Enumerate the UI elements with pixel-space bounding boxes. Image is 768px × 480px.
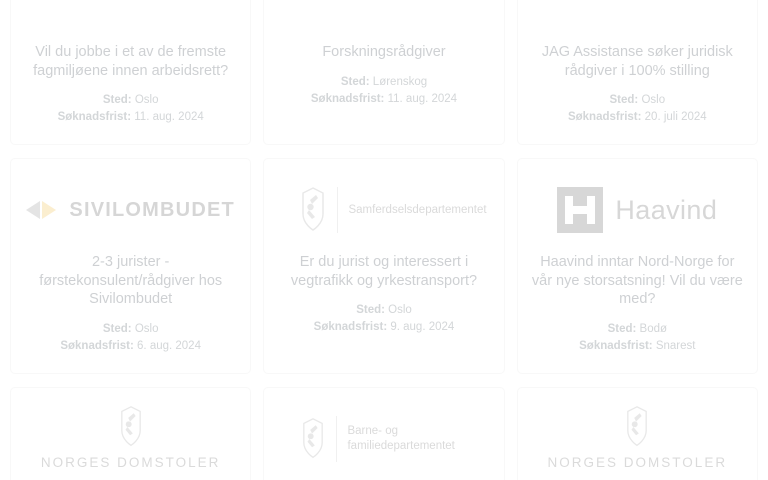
norwegian-lion-crest-icon <box>624 405 650 449</box>
deadline-value: 11. aug. 2024 <box>387 92 458 105</box>
domstoler-wordmark: NORGES DOMSTOLER <box>547 455 728 471</box>
employer-logo <box>532 402 743 476</box>
job-card[interactable] <box>517 0 758 145</box>
job-card[interactable] <box>10 387 251 480</box>
job-card[interactable] <box>10 158 251 374</box>
employer-logo <box>278 173 489 247</box>
job-deadline <box>58 111 204 123</box>
job-place <box>356 304 412 316</box>
place-label: Sted: <box>607 322 637 335</box>
employer-logo <box>532 0 743 37</box>
employer-logo <box>278 402 489 476</box>
place-label: Sted: <box>102 94 132 107</box>
deadline-label: Søknadsfrist: <box>313 321 388 334</box>
employer-logo <box>25 173 236 247</box>
place-label: Sted: <box>609 94 639 107</box>
job-deadline <box>579 340 695 352</box>
sivilombudet-wordmark: SIVILOMBUDET <box>69 198 235 221</box>
job-card[interactable] <box>517 387 758 480</box>
logo-divider <box>337 187 338 233</box>
employer-logo <box>532 173 743 247</box>
deadline-value: Snarest <box>655 339 696 352</box>
place-label: Sted: <box>102 322 132 335</box>
deadline-label: Søknadsfrist: <box>57 111 132 124</box>
deadline-label: Søknadsfrist: <box>579 339 653 352</box>
haavind-wordmark: Haavind <box>615 194 718 225</box>
place-value: Oslo <box>641 94 666 107</box>
department-wordmark: Barne- og familiedepartementet <box>347 424 455 452</box>
job-title: JAG Assistanse søker juridisk rådgiver i 100% stilling <box>541 44 733 79</box>
department-wordmark: Samferdselsdepartementet <box>348 203 487 216</box>
job-place <box>103 323 159 335</box>
norwegian-lion-crest-icon <box>118 405 144 449</box>
place-value: Bodø <box>639 322 668 335</box>
job-title: Forskningsrådgiver <box>322 44 446 60</box>
domstoler-wordmark: NORGES DOMSTOLER <box>40 455 221 471</box>
sivilombudet-mark-icon <box>26 199 60 221</box>
job-deadline <box>311 93 457 105</box>
deadline-value: 11. aug. 2024 <box>134 111 204 124</box>
place-value: Oslo <box>134 94 159 107</box>
job-card[interactable] <box>517 158 758 374</box>
job-place <box>341 76 427 88</box>
job-title: Haavind inntar Nord-Norge for vår nye storsatsning! Vil du være med? <box>531 254 743 308</box>
norwegian-lion-crest-icon <box>300 417 326 461</box>
job-place <box>608 323 667 335</box>
haavind-mark-icon <box>557 187 603 233</box>
job-title: Vil du jobbe i et av de fremste fagmiljøene innen arbeidsrett? <box>33 44 229 79</box>
deadline-value: 9. aug. 2024 <box>390 321 455 334</box>
job-deadline <box>568 111 707 123</box>
norwegian-lion-crest-icon <box>299 186 327 234</box>
place-label: Sted: <box>356 304 385 317</box>
job-deadline <box>60 340 201 352</box>
logo-divider <box>336 416 337 462</box>
job-card[interactable] <box>10 0 251 145</box>
place-value: Lørenskog <box>372 75 428 88</box>
deadline-value: 20. juli 2024 <box>644 111 707 124</box>
deadline-label: Søknadsfrist: <box>567 111 642 124</box>
place-value: Oslo <box>388 304 412 317</box>
job-place <box>103 94 159 106</box>
job-deadline <box>314 321 455 333</box>
deadline-label: Søknadsfrist: <box>60 339 134 352</box>
job-card[interactable] <box>263 158 504 374</box>
job-card-grid <box>10 0 758 480</box>
employer-logo <box>25 402 236 476</box>
job-place <box>610 94 666 106</box>
job-title: Er du jurist og interessert i vegtrafikk og yrkestransport? <box>290 254 478 289</box>
place-value: Oslo <box>134 322 159 335</box>
employer-logo <box>25 0 236 37</box>
employer-logo <box>278 0 489 37</box>
job-card[interactable] <box>263 387 504 480</box>
place-label: Sted: <box>340 75 370 88</box>
job-title: 2-3 jurister - førstekonsulent/rådgiver hos Sivilombudet <box>39 254 223 308</box>
deadline-value: 6. aug. 2024 <box>137 339 201 352</box>
job-card[interactable] <box>263 0 504 145</box>
deadline-label: Søknadsfrist: <box>310 92 385 105</box>
